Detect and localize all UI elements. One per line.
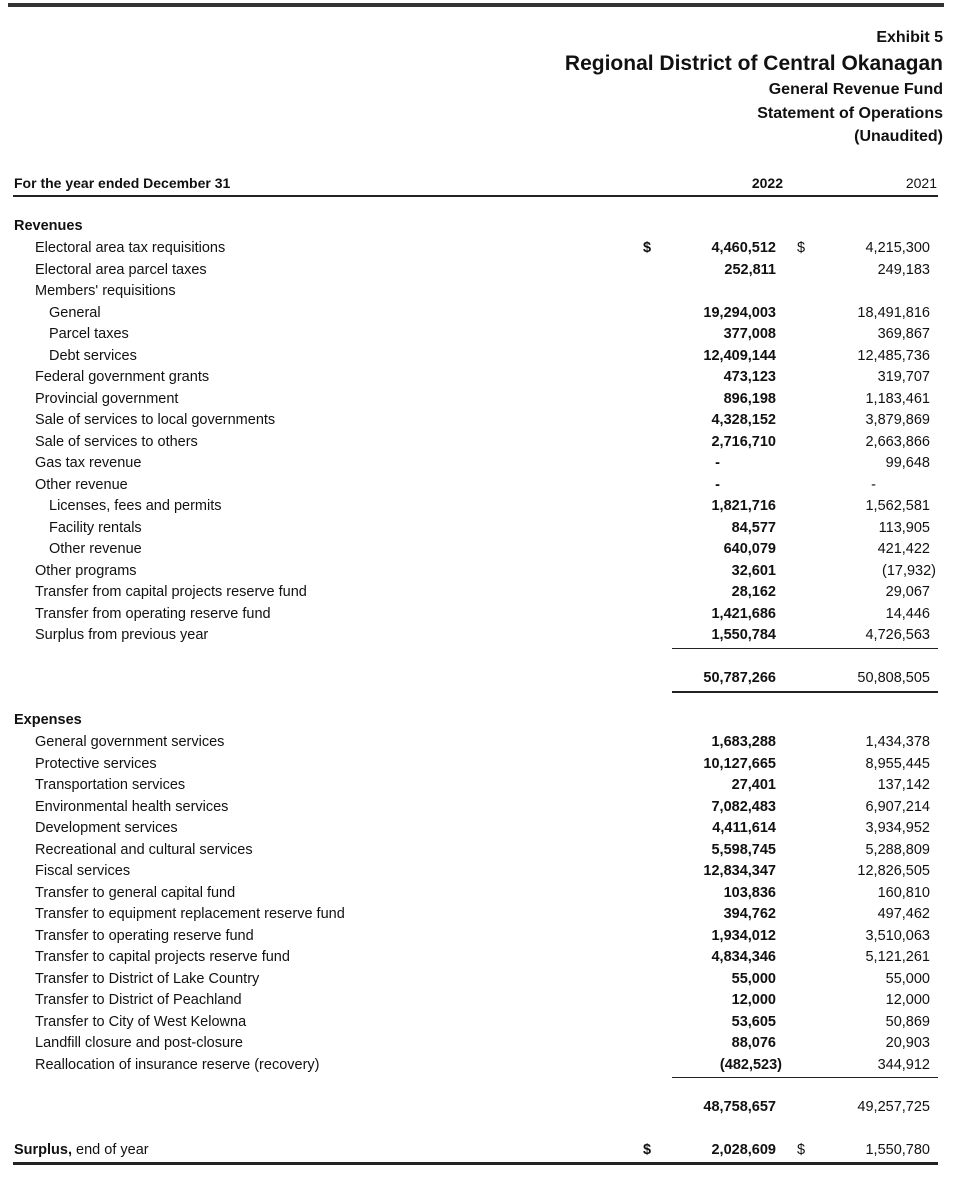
expense-value-2021: 5,121,261 bbox=[865, 949, 930, 965]
revenue-value-2022: 19,294,003 bbox=[703, 304, 776, 321]
revenue-label: Other programs bbox=[35, 562, 137, 579]
expense-value-2022: 7,082,483 bbox=[711, 798, 776, 815]
expense-total-2022: 48,758,657 bbox=[703, 1099, 776, 1115]
expense-row bbox=[0, 861, 967, 882]
revenue-value-2022: - bbox=[715, 476, 720, 493]
expense-value-2021: 137,142 bbox=[877, 777, 930, 793]
revenue-label: Debt services bbox=[49, 347, 137, 364]
revenue-row bbox=[0, 389, 967, 410]
revenue-value-2022: 2,716,710 bbox=[711, 433, 776, 450]
revenue-value-2021: 29,067 bbox=[885, 584, 930, 600]
revenue-label: Provincial government bbox=[35, 390, 179, 407]
revenue-value-2021: 249,183 bbox=[877, 261, 930, 278]
revenue-label: Other revenue bbox=[49, 541, 142, 557]
expense-value-2022: 10,127,665 bbox=[703, 755, 776, 772]
expense-row bbox=[0, 883, 967, 904]
revenue-label: Members' requisitions bbox=[35, 283, 176, 299]
expense-row bbox=[0, 904, 967, 925]
expense-label: Transfer to District of Peachland bbox=[35, 992, 242, 1008]
expense-row bbox=[0, 775, 967, 796]
revenue-value-2021: 14,446 bbox=[885, 605, 930, 622]
revenue-row bbox=[0, 604, 967, 625]
revenue-row bbox=[0, 539, 967, 560]
revenue-total-row bbox=[0, 668, 967, 689]
year-2022-header: 2022 bbox=[751, 175, 783, 191]
revenue-label: Electoral area parcel taxes bbox=[35, 261, 207, 278]
revenue-label: Other revenue bbox=[35, 476, 128, 493]
expense-label: Transfer to general capital fund bbox=[35, 884, 236, 901]
expense-value-2022: 394,762 bbox=[723, 906, 776, 922]
revenue-value-2022: - bbox=[715, 455, 720, 471]
revenue-label: Transfer from capital projects reserve fund bbox=[35, 584, 307, 600]
expenses-heading-row bbox=[0, 710, 967, 731]
expense-row bbox=[0, 1012, 967, 1033]
expense-row bbox=[0, 1055, 967, 1076]
revenue-value-2021: 319,707 bbox=[877, 369, 930, 385]
expense-value-2021: 55,000 bbox=[885, 970, 930, 987]
expense-value-2022: 5,598,745 bbox=[711, 841, 776, 858]
revenue-value-2022: 377,008 bbox=[723, 326, 776, 342]
expense-label: Transfer to equipment replacement reserve fund bbox=[35, 906, 345, 922]
expense-label: Environmental health services bbox=[35, 798, 229, 815]
revenue-value-2021: - bbox=[871, 476, 876, 493]
revenue-label: Sale of services to local governments bbox=[35, 412, 276, 428]
expense-value-2022: 27,401 bbox=[731, 777, 776, 793]
expense-label: Transfer to City of West Kelowna bbox=[35, 1013, 247, 1030]
revenue-row bbox=[0, 281, 967, 302]
expense-row bbox=[0, 840, 967, 861]
expense-label: Fiscal services bbox=[35, 863, 131, 879]
expense-value-2021: 3,934,952 bbox=[865, 820, 930, 836]
revenue-value-2022: 84,577 bbox=[731, 519, 776, 536]
revenue-label: Federal government grants bbox=[35, 369, 210, 385]
revenue-row bbox=[0, 496, 967, 517]
expense-row bbox=[0, 732, 967, 753]
expense-value-2022: 4,411,614 bbox=[712, 820, 776, 836]
revenue-label: General bbox=[49, 304, 101, 321]
expense-value-2021: 12,000 bbox=[885, 992, 930, 1008]
revenue-row bbox=[0, 432, 967, 453]
expense-value-2022: 1,934,012 bbox=[711, 927, 776, 944]
revenue-label: Transfer from operating reserve fund bbox=[35, 605, 271, 622]
revenue-row bbox=[0, 260, 967, 281]
revenue-value-2021: 3,879,869 bbox=[865, 412, 930, 428]
revenue-value-2022: 28,162 bbox=[731, 584, 776, 600]
revenue-value-2022: 4,460,512 bbox=[711, 240, 776, 256]
expense-value-2021: 50,869 bbox=[885, 1013, 930, 1030]
revenue-value-2021: 18,491,816 bbox=[857, 304, 930, 321]
revenue-label: Sale of services to others bbox=[35, 433, 198, 450]
expense-label: Landfill closure and post-closure bbox=[35, 1035, 243, 1051]
header-rule bbox=[13, 195, 938, 197]
surplus-label-bold: Surplus, bbox=[14, 1142, 73, 1158]
expense-label: Transfer to capital projects reserve fund bbox=[35, 949, 290, 965]
revenues-heading-row bbox=[0, 216, 967, 237]
revenue-value-2022: 4,328,152 bbox=[711, 412, 776, 428]
expense-row bbox=[0, 990, 967, 1011]
expense-label: Transportation services bbox=[35, 777, 186, 793]
revenue-value-2021: 421,422 bbox=[877, 541, 930, 557]
revenue-value-2022: 12,409,144 bbox=[703, 347, 776, 364]
expense-value-2021: 344,912 bbox=[877, 1056, 930, 1073]
expense-label: Protective services bbox=[35, 755, 157, 772]
surplus-2022: 2,028,609 bbox=[711, 1142, 776, 1158]
revenues-heading: Revenues bbox=[14, 218, 83, 234]
revenue-subtotal-rule bbox=[672, 648, 938, 649]
revenue-value-2021: 4,215,300 bbox=[865, 240, 930, 256]
expense-row bbox=[0, 926, 967, 947]
expense-value-2021: 6,907,214 bbox=[865, 798, 930, 815]
revenue-row bbox=[0, 238, 967, 259]
expense-value-2021: 1,434,378 bbox=[865, 734, 930, 750]
statement-title: Statement of Operations bbox=[757, 105, 943, 122]
revenue-value-2021: 4,726,563 bbox=[865, 627, 930, 643]
top-border bbox=[8, 3, 944, 7]
revenue-value-2022: 1,550,784 bbox=[711, 627, 776, 643]
expense-total-2021: 49,257,725 bbox=[857, 1099, 930, 1115]
revenue-value-2021: 2,663,866 bbox=[865, 433, 930, 450]
revenue-label: Electoral area tax requisitions bbox=[35, 240, 226, 256]
exhibit-label: Exhibit 5 bbox=[876, 29, 943, 46]
revenue-row bbox=[0, 453, 967, 474]
expense-value-2021: 160,810 bbox=[877, 884, 930, 901]
revenue-value-2022: 32,601 bbox=[731, 562, 776, 579]
revenue-total-rule bbox=[672, 691, 938, 693]
revenue-label: Gas tax revenue bbox=[35, 455, 142, 471]
expense-row bbox=[0, 1033, 967, 1054]
expense-value-2021: 497,462 bbox=[877, 906, 930, 922]
revenue-value-2021: 12,485,736 bbox=[857, 347, 930, 364]
revenue-label: Surplus from previous year bbox=[35, 627, 209, 643]
expense-value-2021: 5,288,809 bbox=[865, 841, 930, 858]
expense-value-2021: 3,510,063 bbox=[865, 927, 930, 944]
expense-total-row bbox=[0, 1097, 967, 1118]
expense-value-2022: 88,076 bbox=[731, 1035, 776, 1051]
revenue-value-2021: 99,648 bbox=[885, 455, 930, 471]
revenue-row bbox=[0, 475, 967, 496]
revenue-total-2022: 50,787,266 bbox=[703, 670, 776, 686]
revenue-currency-2022: $ bbox=[643, 240, 652, 256]
expense-value-2022: 12,000 bbox=[731, 992, 776, 1008]
revenue-value-2021: 1,183,461 bbox=[865, 390, 930, 407]
expense-value-2022: (482,523) bbox=[719, 1056, 782, 1073]
expense-label: Transfer to District of Lake Country bbox=[35, 970, 260, 987]
revenue-value-2021: 369,867 bbox=[877, 326, 930, 342]
expenses-heading: Expenses bbox=[14, 712, 82, 728]
revenue-value-2022: 896,198 bbox=[723, 390, 776, 407]
expense-label: Development services bbox=[35, 820, 178, 836]
fund-title: General Revenue Fund bbox=[768, 81, 943, 98]
expense-subtotal-rule bbox=[672, 1077, 938, 1078]
expense-value-2021: 8,955,445 bbox=[865, 755, 930, 772]
revenue-value-2022: 1,821,716 bbox=[711, 498, 776, 514]
period-label: For the year ended December 31 bbox=[14, 175, 231, 191]
revenue-label: Facility rentals bbox=[49, 519, 142, 536]
expense-value-2022: 1,683,288 bbox=[711, 734, 776, 750]
revenue-value-2022: 1,421,686 bbox=[711, 605, 776, 622]
expense-label: Transfer to operating reserve fund bbox=[35, 927, 254, 944]
revenue-value-2021: (17,932) bbox=[881, 562, 936, 579]
revenue-row bbox=[0, 410, 967, 431]
revenue-value-2022: 252,811 bbox=[724, 261, 776, 278]
expense-value-2022: 55,000 bbox=[731, 970, 776, 987]
expense-row bbox=[0, 818, 967, 839]
expense-value-2022: 53,605 bbox=[731, 1013, 776, 1030]
surplus-2021: 1,550,780 bbox=[865, 1142, 930, 1158]
expense-row bbox=[0, 947, 967, 968]
expense-label: General government services bbox=[35, 734, 225, 750]
expense-row bbox=[0, 969, 967, 990]
revenue-value-2021: 1,562,581 bbox=[865, 498, 930, 514]
expense-value-2021: 20,903 bbox=[885, 1035, 930, 1051]
revenue-total-2021: 50,808,505 bbox=[857, 670, 930, 686]
revenue-row bbox=[0, 582, 967, 603]
revenue-row bbox=[0, 625, 967, 646]
revenue-label: Parcel taxes bbox=[49, 326, 129, 342]
expense-row bbox=[0, 797, 967, 818]
revenue-row bbox=[0, 561, 967, 582]
revenue-currency-2021: $ bbox=[797, 240, 806, 256]
expense-label: Reallocation of insurance reserve (recovery) bbox=[35, 1056, 320, 1073]
revenue-value-2022: 473,123 bbox=[723, 369, 776, 385]
surplus-label bbox=[14, 1140, 149, 1161]
expense-value-2021: 12,826,505 bbox=[857, 863, 930, 879]
surplus-row bbox=[0, 1140, 967, 1161]
organization-title: Regional District of Central Okanagan bbox=[564, 52, 943, 75]
expense-label: Recreational and cultural services bbox=[35, 841, 253, 858]
revenue-row bbox=[0, 303, 967, 324]
revenue-value-2022: 640,079 bbox=[723, 541, 776, 557]
expense-row bbox=[0, 754, 967, 775]
revenue-row bbox=[0, 367, 967, 388]
revenue-row bbox=[0, 518, 967, 539]
revenue-row bbox=[0, 324, 967, 345]
expense-value-2022: 4,834,346 bbox=[711, 949, 776, 965]
surplus-currency-2022: $ bbox=[643, 1142, 652, 1158]
revenue-row bbox=[0, 346, 967, 367]
expense-value-2022: 12,834,347 bbox=[703, 863, 776, 879]
audit-status: (Unaudited) bbox=[854, 128, 943, 145]
revenue-value-2021: 113,905 bbox=[878, 519, 930, 536]
surplus-label-rest: end of year bbox=[72, 1142, 149, 1158]
expense-value-2022: 103,836 bbox=[723, 884, 776, 901]
bottom-double-rule bbox=[13, 1162, 938, 1165]
revenue-label: Licenses, fees and permits bbox=[49, 498, 222, 514]
year-2021-header: 2021 bbox=[905, 175, 937, 191]
surplus-currency-2021: $ bbox=[797, 1142, 806, 1158]
